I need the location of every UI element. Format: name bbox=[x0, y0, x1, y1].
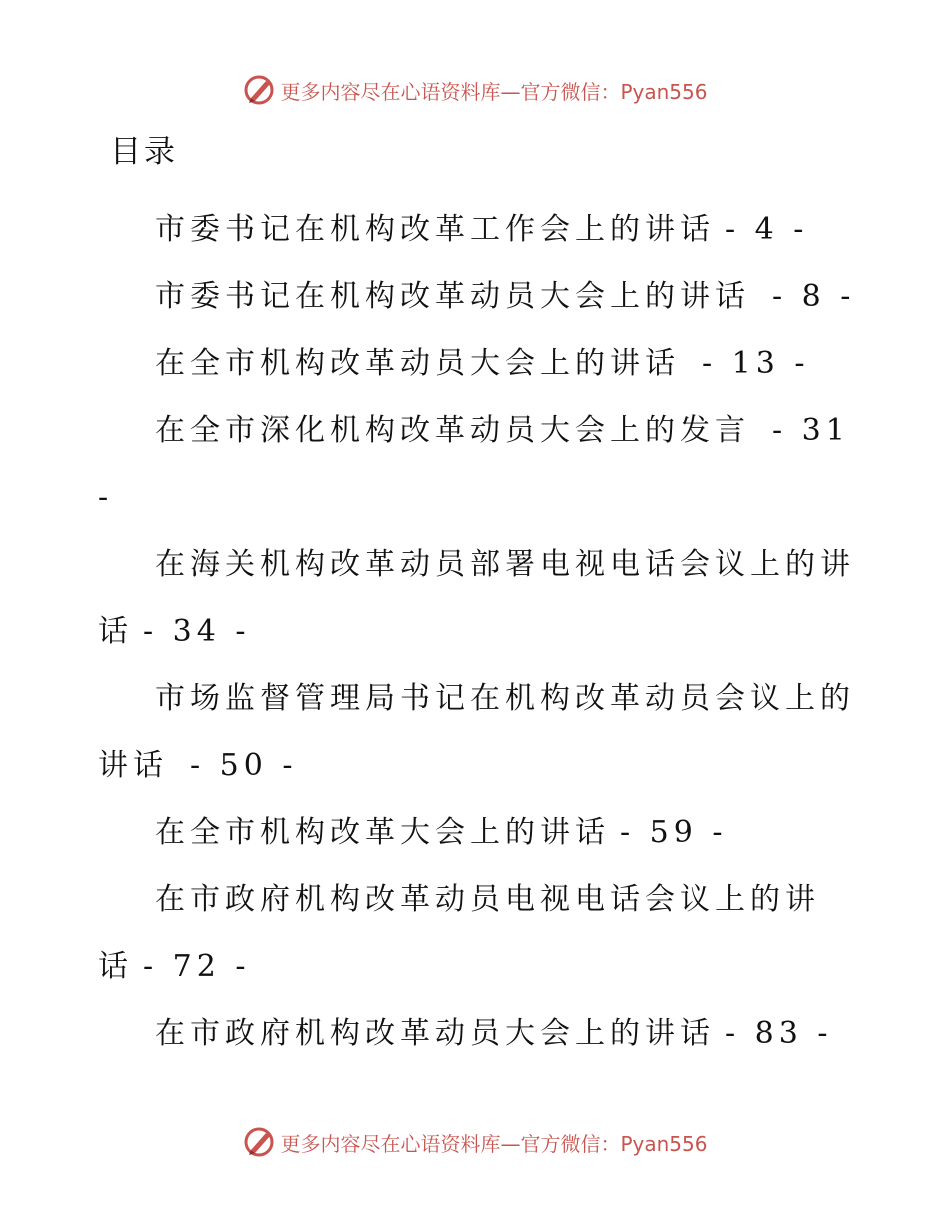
pen-in-circle-logo-icon bbox=[242, 73, 276, 107]
toc-entry-page: - 13 - bbox=[702, 346, 810, 381]
toc-entry[interactable] bbox=[98, 531, 858, 665]
watermark-text: 更多内容尽在心语资料库—官方微信：Pyan556 bbox=[280, 1131, 708, 1156]
toc-entry[interactable] bbox=[98, 263, 858, 330]
toc-entry[interactable] bbox=[98, 665, 858, 799]
toc-entry[interactable] bbox=[98, 196, 858, 263]
toc-entry-title: 在市政府机构改革动员大会上的讲话 bbox=[155, 1016, 715, 1051]
toc-entry-title: 在全市深化机构改革动员大会上的发言 bbox=[155, 413, 750, 448]
toc-entry-page: - 8 - bbox=[772, 279, 856, 314]
watermark-footer bbox=[0, 1122, 950, 1162]
toc-entry[interactable] bbox=[98, 799, 858, 866]
toc-entry-page: - 4 - bbox=[725, 212, 809, 247]
toc-entry-title: 在全市机构改革动员大会上的讲话 bbox=[155, 346, 680, 381]
toc-entry-page: - 31 - bbox=[98, 413, 850, 515]
toc-entry-page: - 72 - bbox=[143, 949, 251, 984]
toc-entry[interactable] bbox=[98, 866, 858, 1000]
toc-entry-title: 在全市机构改革大会上的讲话 bbox=[155, 815, 610, 850]
watermark-text: 更多内容尽在心语资料库—官方微信：Pyan556 bbox=[280, 79, 708, 104]
toc-entry-title: 市委书记在机构改革动员大会上的讲话 bbox=[155, 279, 750, 314]
toc-entry-title: 在海关机构改革动员部署电视电话会议上的讲话 bbox=[98, 547, 855, 649]
toc-entry-title: 市委书记在机构改革工作会上的讲话 bbox=[155, 212, 715, 247]
toc-entry-page: - 83 - bbox=[725, 1016, 833, 1051]
pen-in-circle-logo-icon bbox=[242, 1125, 276, 1159]
toc-entry-title: 在市政府机构改革动员电视电话会议上的讲话 bbox=[98, 882, 820, 984]
toc-entry[interactable] bbox=[98, 1000, 858, 1067]
watermark-header bbox=[0, 70, 950, 110]
toc-entry[interactable] bbox=[98, 397, 858, 531]
toc-entry-page: - 50 - bbox=[190, 748, 298, 783]
toc-heading: 目录 bbox=[110, 134, 178, 170]
toc-entry[interactable] bbox=[98, 330, 858, 397]
toc-entry-title: 市场监督管理局书记在机构改革动员会议上的讲话 bbox=[98, 681, 855, 783]
toc-entry-page: - 59 - bbox=[620, 815, 728, 850]
table-of-contents bbox=[98, 196, 858, 1067]
toc-entry-page: - 34 - bbox=[143, 614, 251, 649]
